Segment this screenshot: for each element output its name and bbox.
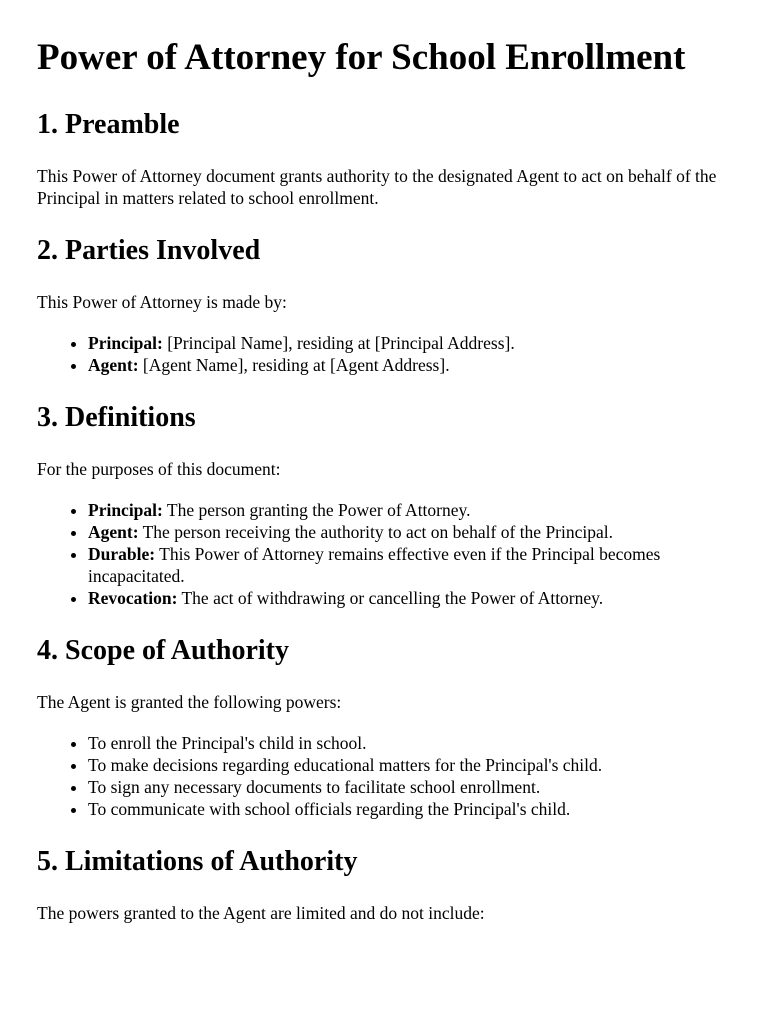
list-item-text: The act of withdrawing or cancelling the Power of Attorney. — [177, 588, 604, 608]
list-item — [88, 521, 737, 543]
list-item-text: This Power of Attorney remains effective even if the Principal becomes incapacitated. — [88, 544, 661, 586]
scope-list — [37, 732, 737, 820]
list-item-term: Revocation: — [88, 588, 178, 608]
parties-intro: This Power of Attorney is made by: — [37, 292, 287, 312]
list-item: • To enroll the Principal's child in school. — [88, 732, 737, 754]
section-heading-limitations: 5. Limitations of Authority — [37, 846, 358, 877]
list-item: • To sign any necessary documents to facilitate school enrollment. — [88, 776, 737, 798]
document-page — [37, 0, 737, 924]
list-item-text: [Agent Name], residing at [Agent Address]. — [138, 355, 450, 375]
list-item — [88, 499, 737, 521]
parties-list — [37, 332, 737, 376]
list-item-text: [Principal Name], residing at [Principal Address]. — [162, 333, 515, 353]
list-item: • To communicate with school officials regarding the Principal's child. — [88, 798, 737, 820]
list-item-term: Agent: — [88, 355, 139, 375]
section-heading-preamble: 1. Preamble — [37, 109, 180, 140]
scope-intro: The Agent is granted the following powers: — [37, 692, 342, 712]
list-item-term: Principal: — [88, 333, 163, 353]
list-item — [88, 354, 737, 376]
limitations-intro: The powers granted to the Agent are limited and do not include: — [37, 903, 485, 923]
list-item-text: The person receiving the authority to act on behalf of the Principal. — [138, 522, 614, 542]
list-item: • To make decisions regarding educational matters for the Principal's child. — [88, 754, 737, 776]
list-item — [88, 543, 737, 587]
definitions-list — [37, 499, 737, 609]
definitions-intro: For the purposes of this document: — [37, 459, 281, 479]
list-item — [88, 587, 737, 609]
list-item-term: Agent: — [88, 522, 139, 542]
list-item-term: Durable: — [88, 544, 156, 564]
list-item-text: The person granting the Power of Attorney. — [162, 500, 471, 520]
list-item — [88, 332, 737, 354]
document-title: Power of Attorney for School Enrollment — [37, 37, 686, 78]
section-heading-parties: 2. Parties Involved — [37, 235, 261, 266]
preamble-text: This Power of Attorney document grants authority to the designated Agent to act on behalf of the Principal in matters related to school enrollment. — [37, 166, 717, 208]
list-item-term: Principal: — [88, 500, 163, 520]
section-heading-definitions: 3. Definitions — [37, 402, 196, 433]
section-heading-scope: 4. Scope of Authority — [37, 635, 289, 666]
